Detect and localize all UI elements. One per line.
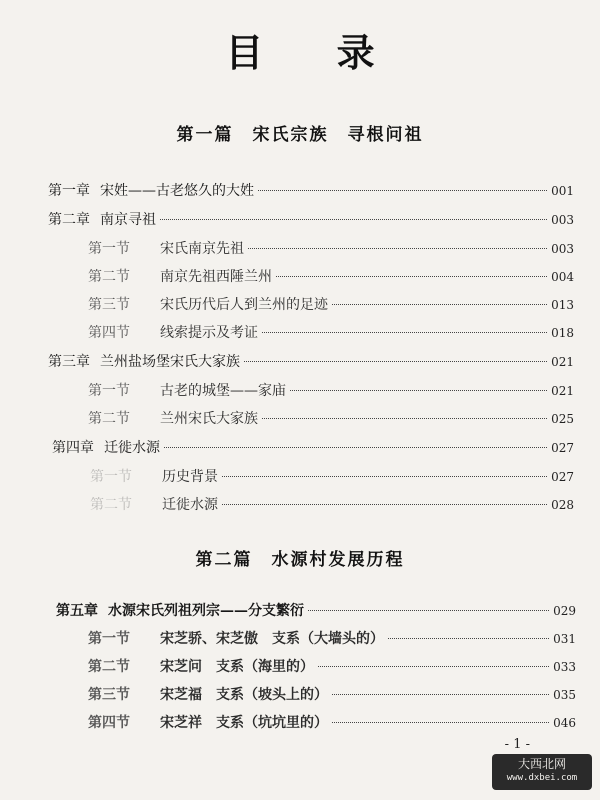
- entry-title: 历史背景: [162, 469, 218, 485]
- entry-title: 宋芝问 支系（海里的）: [160, 659, 314, 675]
- leader-dots: [262, 332, 547, 333]
- leader-dots: [308, 610, 549, 611]
- entry-number: 第四章: [52, 440, 94, 456]
- leader-dots: [248, 248, 547, 249]
- entry-number: 第二节: [88, 269, 130, 285]
- toc-entry-section[interactable]: [88, 294, 574, 316]
- toc-entry-chapter-5[interactable]: [56, 600, 576, 622]
- leader-dots: [258, 190, 547, 191]
- entry-page: 018: [551, 326, 574, 340]
- entry-number: 第二章: [48, 212, 90, 228]
- leader-dots: [388, 638, 549, 639]
- entry-page: 031: [553, 632, 576, 646]
- entry-number: 第三章: [48, 354, 90, 370]
- leader-dots: [160, 219, 547, 220]
- toc-entry-chapter-1[interactable]: [48, 180, 574, 202]
- toc-entry-section[interactable]: [88, 656, 576, 678]
- toc-entry-section[interactable]: [88, 266, 574, 288]
- entry-page: 001: [551, 184, 574, 198]
- entry-page: 046: [553, 716, 576, 730]
- entry-title: 宋芝骄、宋芝傲 支系（大墙头的）: [160, 631, 384, 647]
- entry-title: 水源宋氏列祖列宗——分支繁衍: [108, 603, 304, 619]
- leader-dots: [318, 666, 549, 667]
- toc-entry-section[interactable]: [90, 466, 574, 488]
- toc-entry-section[interactable]: [88, 712, 576, 734]
- entry-number: 第二节: [90, 497, 132, 513]
- entry-number: 第四节: [88, 715, 130, 731]
- leader-dots: [276, 276, 547, 277]
- entry-number: 第二节: [88, 659, 130, 675]
- entry-title: 宋芝祥 支系（坑坑里的）: [160, 715, 328, 731]
- leader-dots: [222, 476, 547, 477]
- toc-entry-section[interactable]: [88, 628, 576, 650]
- leader-dots: [244, 361, 547, 362]
- entry-number: 第五章: [56, 603, 98, 619]
- entry-number: 第一节: [88, 241, 130, 257]
- entry-page: 027: [551, 470, 574, 484]
- watermark-url: www.dxbei.com: [506, 773, 578, 783]
- leader-dots: [222, 504, 547, 505]
- entry-title: 线索提示及考证: [160, 325, 258, 341]
- part-heading-1: 第一篇 宋氏宗族 寻根问祖: [176, 125, 424, 145]
- toc-entry-section[interactable]: [88, 380, 574, 402]
- entry-title: 宋氏南京先祖: [160, 241, 244, 257]
- toc-entry-section[interactable]: [88, 322, 574, 344]
- entry-page: 021: [551, 355, 574, 369]
- entry-title: 迁徙水源: [104, 440, 160, 456]
- entry-page: 027: [551, 441, 574, 455]
- toc-entry-chapter-4[interactable]: [52, 437, 574, 459]
- page-number: - 1 -: [504, 737, 530, 752]
- leader-dots: [164, 447, 547, 448]
- entry-page: 003: [551, 242, 574, 256]
- entry-page: 025: [551, 412, 574, 426]
- leader-dots: [332, 304, 547, 305]
- entry-page: 021: [551, 384, 574, 398]
- entry-title: 兰州宋氏大家族: [160, 411, 258, 427]
- entry-number: 第三节: [88, 687, 130, 703]
- leader-dots: [332, 722, 549, 723]
- entry-title: 南京寻祖: [100, 212, 156, 228]
- watermark-brand: 大西北网: [517, 757, 566, 771]
- toc-entry-section[interactable]: [90, 494, 574, 516]
- entry-page: 035: [553, 688, 576, 702]
- entry-number: 第一节: [90, 469, 132, 485]
- entry-title: 宋芝福 支系（坡头上的）: [160, 687, 328, 703]
- leader-dots: [262, 418, 547, 419]
- page-title: 目 录: [225, 30, 405, 75]
- watermark-logo: [492, 754, 592, 790]
- entry-page: 004: [551, 270, 574, 284]
- toc-entry-section[interactable]: [88, 684, 576, 706]
- entry-number: 第一章: [48, 183, 90, 199]
- entry-title: 古老的城堡——家庙: [160, 383, 286, 399]
- leader-dots: [332, 694, 549, 695]
- entry-page: 028: [551, 498, 574, 512]
- entry-title: 迁徙水源: [162, 497, 218, 513]
- part-heading-2: 第二篇 水源村发展历程: [195, 550, 405, 570]
- entry-page: 033: [553, 660, 576, 674]
- entry-page: 003: [551, 213, 574, 227]
- entry-page: 029: [553, 604, 576, 618]
- entry-number: 第一节: [88, 383, 130, 399]
- entry-page: 013: [551, 298, 574, 312]
- entry-title: 宋姓——古老悠久的大姓: [100, 183, 254, 199]
- entry-number: 第一节: [88, 631, 130, 647]
- toc-entry-chapter-2[interactable]: [48, 209, 574, 231]
- entry-title: 南京先祖西陲兰州: [160, 269, 272, 285]
- entry-title: 兰州盐场堡宋氏大家族: [100, 354, 240, 370]
- entry-number: 第二节: [88, 411, 130, 427]
- toc-entry-section[interactable]: [88, 238, 574, 260]
- leader-dots: [290, 390, 547, 391]
- entry-title: 宋氏历代后人到兰州的足迹: [160, 297, 328, 313]
- toc-entry-section[interactable]: [88, 408, 574, 430]
- toc-entry-chapter-3[interactable]: [48, 351, 574, 373]
- entry-number: 第三节: [88, 297, 130, 313]
- entry-number: 第四节: [88, 325, 130, 341]
